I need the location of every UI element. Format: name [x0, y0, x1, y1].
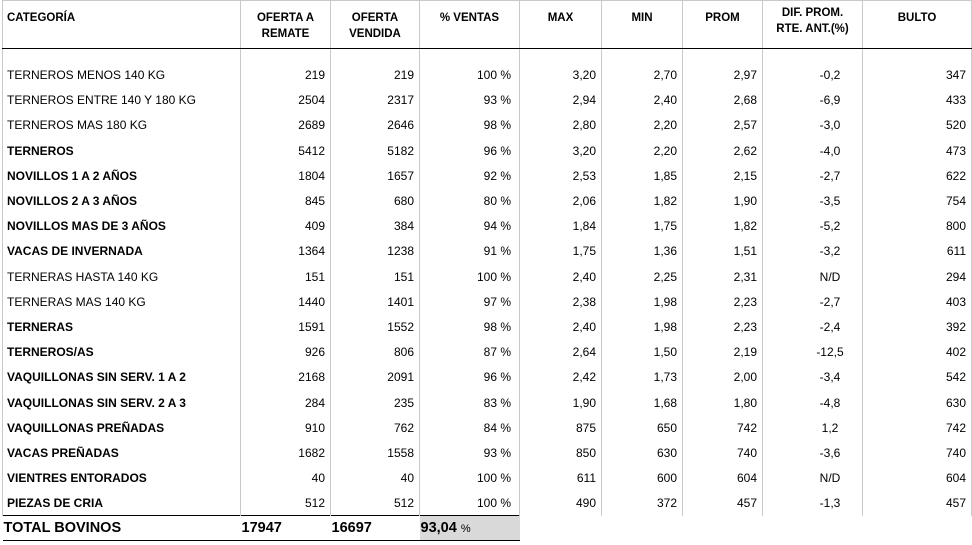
oferta-remate-cell: 1440 — [241, 289, 331, 314]
oferta-vendida-cell: 512 — [331, 491, 420, 516]
pct-ventas-cell: 96 % — [420, 138, 520, 163]
pct-ventas-cell: 100 % — [420, 466, 520, 491]
header-oferta-remate: OFERTA A REMATE — [241, 1, 331, 49]
min-cell: 2,25 — [602, 264, 683, 289]
prom-cell: 2,19 — [683, 340, 763, 365]
dif-prom-cell: -2,4 — [763, 314, 863, 339]
dif-prom-cell: -4,8 — [763, 390, 863, 415]
table-row — [3, 415, 972, 440]
max-cell: 2,80 — [520, 113, 602, 138]
oferta-remate-cell: 926 — [241, 340, 331, 365]
pct-ventas-cell: 83 % — [420, 390, 520, 415]
table-row — [3, 314, 972, 339]
header-bulto: BULTO — [863, 1, 972, 49]
pct-ventas-cell: 93 % — [420, 440, 520, 465]
oferta-remate-cell: 2689 — [241, 113, 331, 138]
bulto-cell: 630 — [863, 390, 972, 415]
table-row — [3, 466, 972, 491]
oferta-remate-cell: 1364 — [241, 239, 331, 264]
prom-cell: 1,82 — [683, 214, 763, 239]
total-row — [3, 516, 972, 541]
table-row — [3, 88, 972, 113]
bulto-cell: 403 — [863, 289, 972, 314]
max-cell: 2,06 — [520, 188, 602, 213]
prom-cell: 2,23 — [683, 314, 763, 339]
table-row — [3, 113, 972, 138]
prom-cell: 1,51 — [683, 239, 763, 264]
min-cell: 1,73 — [602, 365, 683, 390]
pct-ventas-cell: 97 % — [420, 289, 520, 314]
prom-cell: 1,80 — [683, 390, 763, 415]
category-cell: TERNEROS MENOS 140 KG — [3, 63, 241, 88]
bulto-cell: 611 — [863, 239, 972, 264]
table-row — [3, 390, 972, 415]
dif-prom-cell: -1,3 — [763, 491, 863, 516]
pct-ventas-cell: 100 % — [420, 264, 520, 289]
pct-ventas-cell: 96 % — [420, 365, 520, 390]
max-cell: 3,20 — [520, 138, 602, 163]
category-cell: TERNEROS MAS 180 KG — [3, 113, 241, 138]
header-max: MAX — [520, 1, 602, 49]
min-cell: 2,20 — [602, 113, 683, 138]
pct-ventas-cell: 94 % — [420, 214, 520, 239]
prom-cell: 457 — [683, 491, 763, 516]
table-row — [3, 63, 972, 88]
total-pct-ventas: 93,04 % — [420, 516, 520, 541]
category-cell: NOVILLOS MAS DE 3 AÑOS — [3, 214, 241, 239]
table-row — [3, 264, 972, 289]
dif-prom-cell: N/D — [763, 466, 863, 491]
pct-ventas-cell: 100 % — [420, 63, 520, 88]
min-cell: 1,50 — [602, 340, 683, 365]
category-cell: TERNERAS MAS 140 KG — [3, 289, 241, 314]
bulto-cell: 754 — [863, 188, 972, 213]
table-row — [3, 214, 972, 239]
prom-cell: 2,23 — [683, 289, 763, 314]
table-row — [3, 163, 972, 188]
bulto-cell: 347 — [863, 63, 972, 88]
table-row — [3, 340, 972, 365]
max-cell: 875 — [520, 415, 602, 440]
oferta-vendida-cell: 2317 — [331, 88, 420, 113]
oferta-remate-cell: 2504 — [241, 88, 331, 113]
bulto-cell: 294 — [863, 264, 972, 289]
category-cell: VACAS PREÑADAS — [3, 440, 241, 465]
header-min: MIN — [602, 1, 683, 49]
oferta-vendida-cell: 1657 — [331, 163, 420, 188]
table-row — [3, 239, 972, 264]
oferta-vendida-cell: 2091 — [331, 365, 420, 390]
bulto-cell: 520 — [863, 113, 972, 138]
table-row — [3, 440, 972, 465]
dif-prom-cell: -0,2 — [763, 63, 863, 88]
prom-cell: 2,31 — [683, 264, 763, 289]
min-cell: 600 — [602, 466, 683, 491]
min-cell: 1,68 — [602, 390, 683, 415]
oferta-remate-cell: 5412 — [241, 138, 331, 163]
bulto-cell: 433 — [863, 88, 972, 113]
oferta-vendida-cell: 1401 — [331, 289, 420, 314]
bulto-cell: 457 — [863, 491, 972, 516]
max-cell: 1,75 — [520, 239, 602, 264]
category-cell: VAQUILLONAS PREÑADAS — [3, 415, 241, 440]
oferta-remate-cell: 284 — [241, 390, 331, 415]
oferta-vendida-cell: 235 — [331, 390, 420, 415]
category-cell: NOVILLOS 1 A 2 AÑOS — [3, 163, 241, 188]
oferta-remate-cell: 1682 — [241, 440, 331, 465]
oferta-remate-cell: 1591 — [241, 314, 331, 339]
bulto-cell: 392 — [863, 314, 972, 339]
oferta-vendida-cell: 680 — [331, 188, 420, 213]
table-row — [3, 365, 972, 390]
dif-prom-cell: -3,2 — [763, 239, 863, 264]
min-cell: 1,98 — [602, 314, 683, 339]
oferta-vendida-cell: 1552 — [331, 314, 420, 339]
oferta-remate-cell: 2168 — [241, 365, 331, 390]
dif-prom-cell: -2,7 — [763, 163, 863, 188]
min-cell: 650 — [602, 415, 683, 440]
header-dif-prom: DIF. PROM. RTE. ANT.(%) — [763, 1, 863, 49]
max-cell: 1,90 — [520, 390, 602, 415]
spacer-row — [3, 49, 972, 63]
category-cell: VAQUILLONAS SIN SERV. 2 A 3 — [3, 390, 241, 415]
min-cell: 372 — [602, 491, 683, 516]
oferta-vendida-cell: 1558 — [331, 440, 420, 465]
max-cell: 850 — [520, 440, 602, 465]
header-row — [3, 1, 972, 49]
max-cell: 2,40 — [520, 314, 602, 339]
bulto-cell: 740 — [863, 440, 972, 465]
prom-cell: 2,00 — [683, 365, 763, 390]
pct-ventas-cell: 92 % — [420, 163, 520, 188]
category-cell: NOVILLOS 2 A 3 AÑOS — [3, 188, 241, 213]
prom-cell: 2,62 — [683, 138, 763, 163]
header-oferta-vendida: OFERTA VENDIDA — [331, 1, 420, 49]
total-label: TOTAL BOVINOS — [3, 516, 241, 541]
dif-prom-cell: 1,2 — [763, 415, 863, 440]
total-oferta-vendida: 16697 — [331, 516, 420, 541]
category-cell: TERNEROS/AS — [3, 340, 241, 365]
oferta-remate-cell: 409 — [241, 214, 331, 239]
dif-prom-cell: -3,5 — [763, 188, 863, 213]
min-cell: 2,40 — [602, 88, 683, 113]
pct-ventas-cell: 100 % — [420, 491, 520, 516]
header-pct-ventas: % VENTAS — [420, 1, 520, 49]
max-cell: 2,42 — [520, 365, 602, 390]
category-cell: TERNERAS HASTA 140 KG — [3, 264, 241, 289]
min-cell: 2,20 — [602, 138, 683, 163]
header-prom: PROM — [683, 1, 763, 49]
prom-cell: 2,68 — [683, 88, 763, 113]
max-cell: 3,20 — [520, 63, 602, 88]
table-row — [3, 289, 972, 314]
max-cell: 2,38 — [520, 289, 602, 314]
pct-ventas-cell: 98 % — [420, 314, 520, 339]
category-cell: VAQUILLONAS SIN SERV. 1 A 2 — [3, 365, 241, 390]
min-cell: 1,36 — [602, 239, 683, 264]
oferta-remate-cell: 1804 — [241, 163, 331, 188]
min-cell: 630 — [602, 440, 683, 465]
min-cell: 1,85 — [602, 163, 683, 188]
dif-prom-cell: -3,6 — [763, 440, 863, 465]
dif-prom-cell: -6,9 — [763, 88, 863, 113]
bulto-cell: 542 — [863, 365, 972, 390]
prom-cell: 2,57 — [683, 113, 763, 138]
bulto-cell: 402 — [863, 340, 972, 365]
header-categoria: CATEGORÍA — [3, 1, 241, 49]
oferta-vendida-cell: 762 — [331, 415, 420, 440]
category-cell: TERNEROS ENTRE 140 Y 180 KG — [3, 88, 241, 113]
auction-results-table — [2, 0, 972, 541]
oferta-remate-cell: 512 — [241, 491, 331, 516]
max-cell: 2,94 — [520, 88, 602, 113]
max-cell: 2,40 — [520, 264, 602, 289]
total-oferta-remate: 17947 — [241, 516, 331, 541]
oferta-vendida-cell: 1238 — [331, 239, 420, 264]
max-cell: 2,53 — [520, 163, 602, 188]
max-cell: 611 — [520, 466, 602, 491]
oferta-vendida-cell: 40 — [331, 466, 420, 491]
table-row — [3, 138, 972, 163]
pct-ventas-cell: 84 % — [420, 415, 520, 440]
max-cell: 490 — [520, 491, 602, 516]
dif-prom-cell: -3,4 — [763, 365, 863, 390]
pct-ventas-cell: 98 % — [420, 113, 520, 138]
dif-prom-cell: N/D — [763, 264, 863, 289]
prom-cell: 742 — [683, 415, 763, 440]
dif-prom-cell: -12,5 — [763, 340, 863, 365]
bulto-cell: 604 — [863, 466, 972, 491]
oferta-vendida-cell: 219 — [331, 63, 420, 88]
category-cell: TERNERAS — [3, 314, 241, 339]
pct-ventas-cell: 91 % — [420, 239, 520, 264]
pct-ventas-cell: 93 % — [420, 88, 520, 113]
category-cell: VACAS DE INVERNADA — [3, 239, 241, 264]
oferta-remate-cell: 845 — [241, 188, 331, 213]
max-cell: 2,64 — [520, 340, 602, 365]
min-cell: 1,98 — [602, 289, 683, 314]
prom-cell: 1,90 — [683, 188, 763, 213]
prom-cell: 740 — [683, 440, 763, 465]
oferta-vendida-cell: 2646 — [331, 113, 420, 138]
table-row — [3, 188, 972, 213]
oferta-remate-cell: 40 — [241, 466, 331, 491]
prom-cell: 604 — [683, 466, 763, 491]
min-cell: 1,75 — [602, 214, 683, 239]
category-cell: TERNEROS — [3, 138, 241, 163]
max-cell: 1,84 — [520, 214, 602, 239]
min-cell: 1,82 — [602, 188, 683, 213]
oferta-vendida-cell: 5182 — [331, 138, 420, 163]
oferta-vendida-cell: 151 — [331, 264, 420, 289]
bulto-cell: 742 — [863, 415, 972, 440]
min-cell: 2,70 — [602, 63, 683, 88]
dif-prom-cell: -2,7 — [763, 289, 863, 314]
category-cell: PIEZAS DE CRIA — [3, 491, 241, 516]
category-cell: VIENTRES ENTORADOS — [3, 466, 241, 491]
oferta-vendida-cell: 806 — [331, 340, 420, 365]
prom-cell: 2,97 — [683, 63, 763, 88]
dif-prom-cell: -4,0 — [763, 138, 863, 163]
bulto-cell: 622 — [863, 163, 972, 188]
table-row — [3, 491, 972, 516]
pct-ventas-cell: 87 % — [420, 340, 520, 365]
dif-prom-cell: -5,2 — [763, 214, 863, 239]
oferta-remate-cell: 910 — [241, 415, 331, 440]
pct-ventas-cell: 80 % — [420, 188, 520, 213]
bulto-cell: 800 — [863, 214, 972, 239]
prom-cell: 2,15 — [683, 163, 763, 188]
oferta-vendida-cell: 384 — [331, 214, 420, 239]
bulto-cell: 473 — [863, 138, 972, 163]
dif-prom-cell: -3,0 — [763, 113, 863, 138]
oferta-remate-cell: 219 — [241, 63, 331, 88]
oferta-remate-cell: 151 — [241, 264, 331, 289]
